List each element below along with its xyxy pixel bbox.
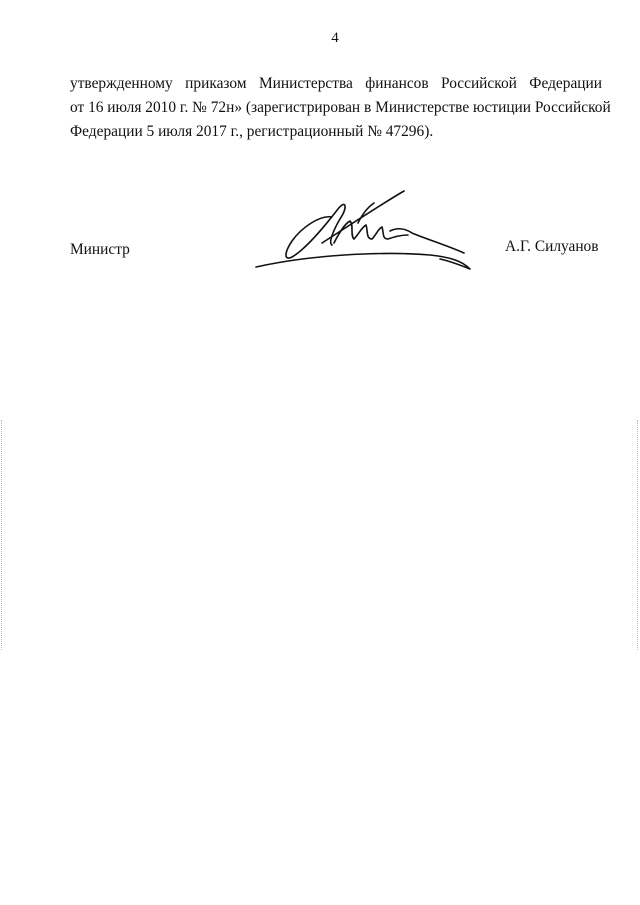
signer-title: Министр [70, 241, 130, 258]
handwritten-signature [250, 185, 480, 280]
body-line-2: от 16 июля 2010 г. № 72н» (зарегистрирован в Министерстве юстиции Российской [70, 99, 611, 116]
signature-block [0, 185, 640, 285]
body-paragraph [70, 72, 611, 144]
page-number: 4 [331, 30, 339, 46]
scan-margin-line-right [637, 420, 639, 650]
body-line-3: Федерации 5 июля 2017 г., регистрационный № 47296). [70, 123, 434, 140]
body-line-1: утвержденному приказом Министерства финансов Российской Федерации [70, 75, 602, 92]
scan-margin-line-left [1, 420, 3, 650]
signer-name: А.Г. Силуанов [505, 238, 599, 255]
